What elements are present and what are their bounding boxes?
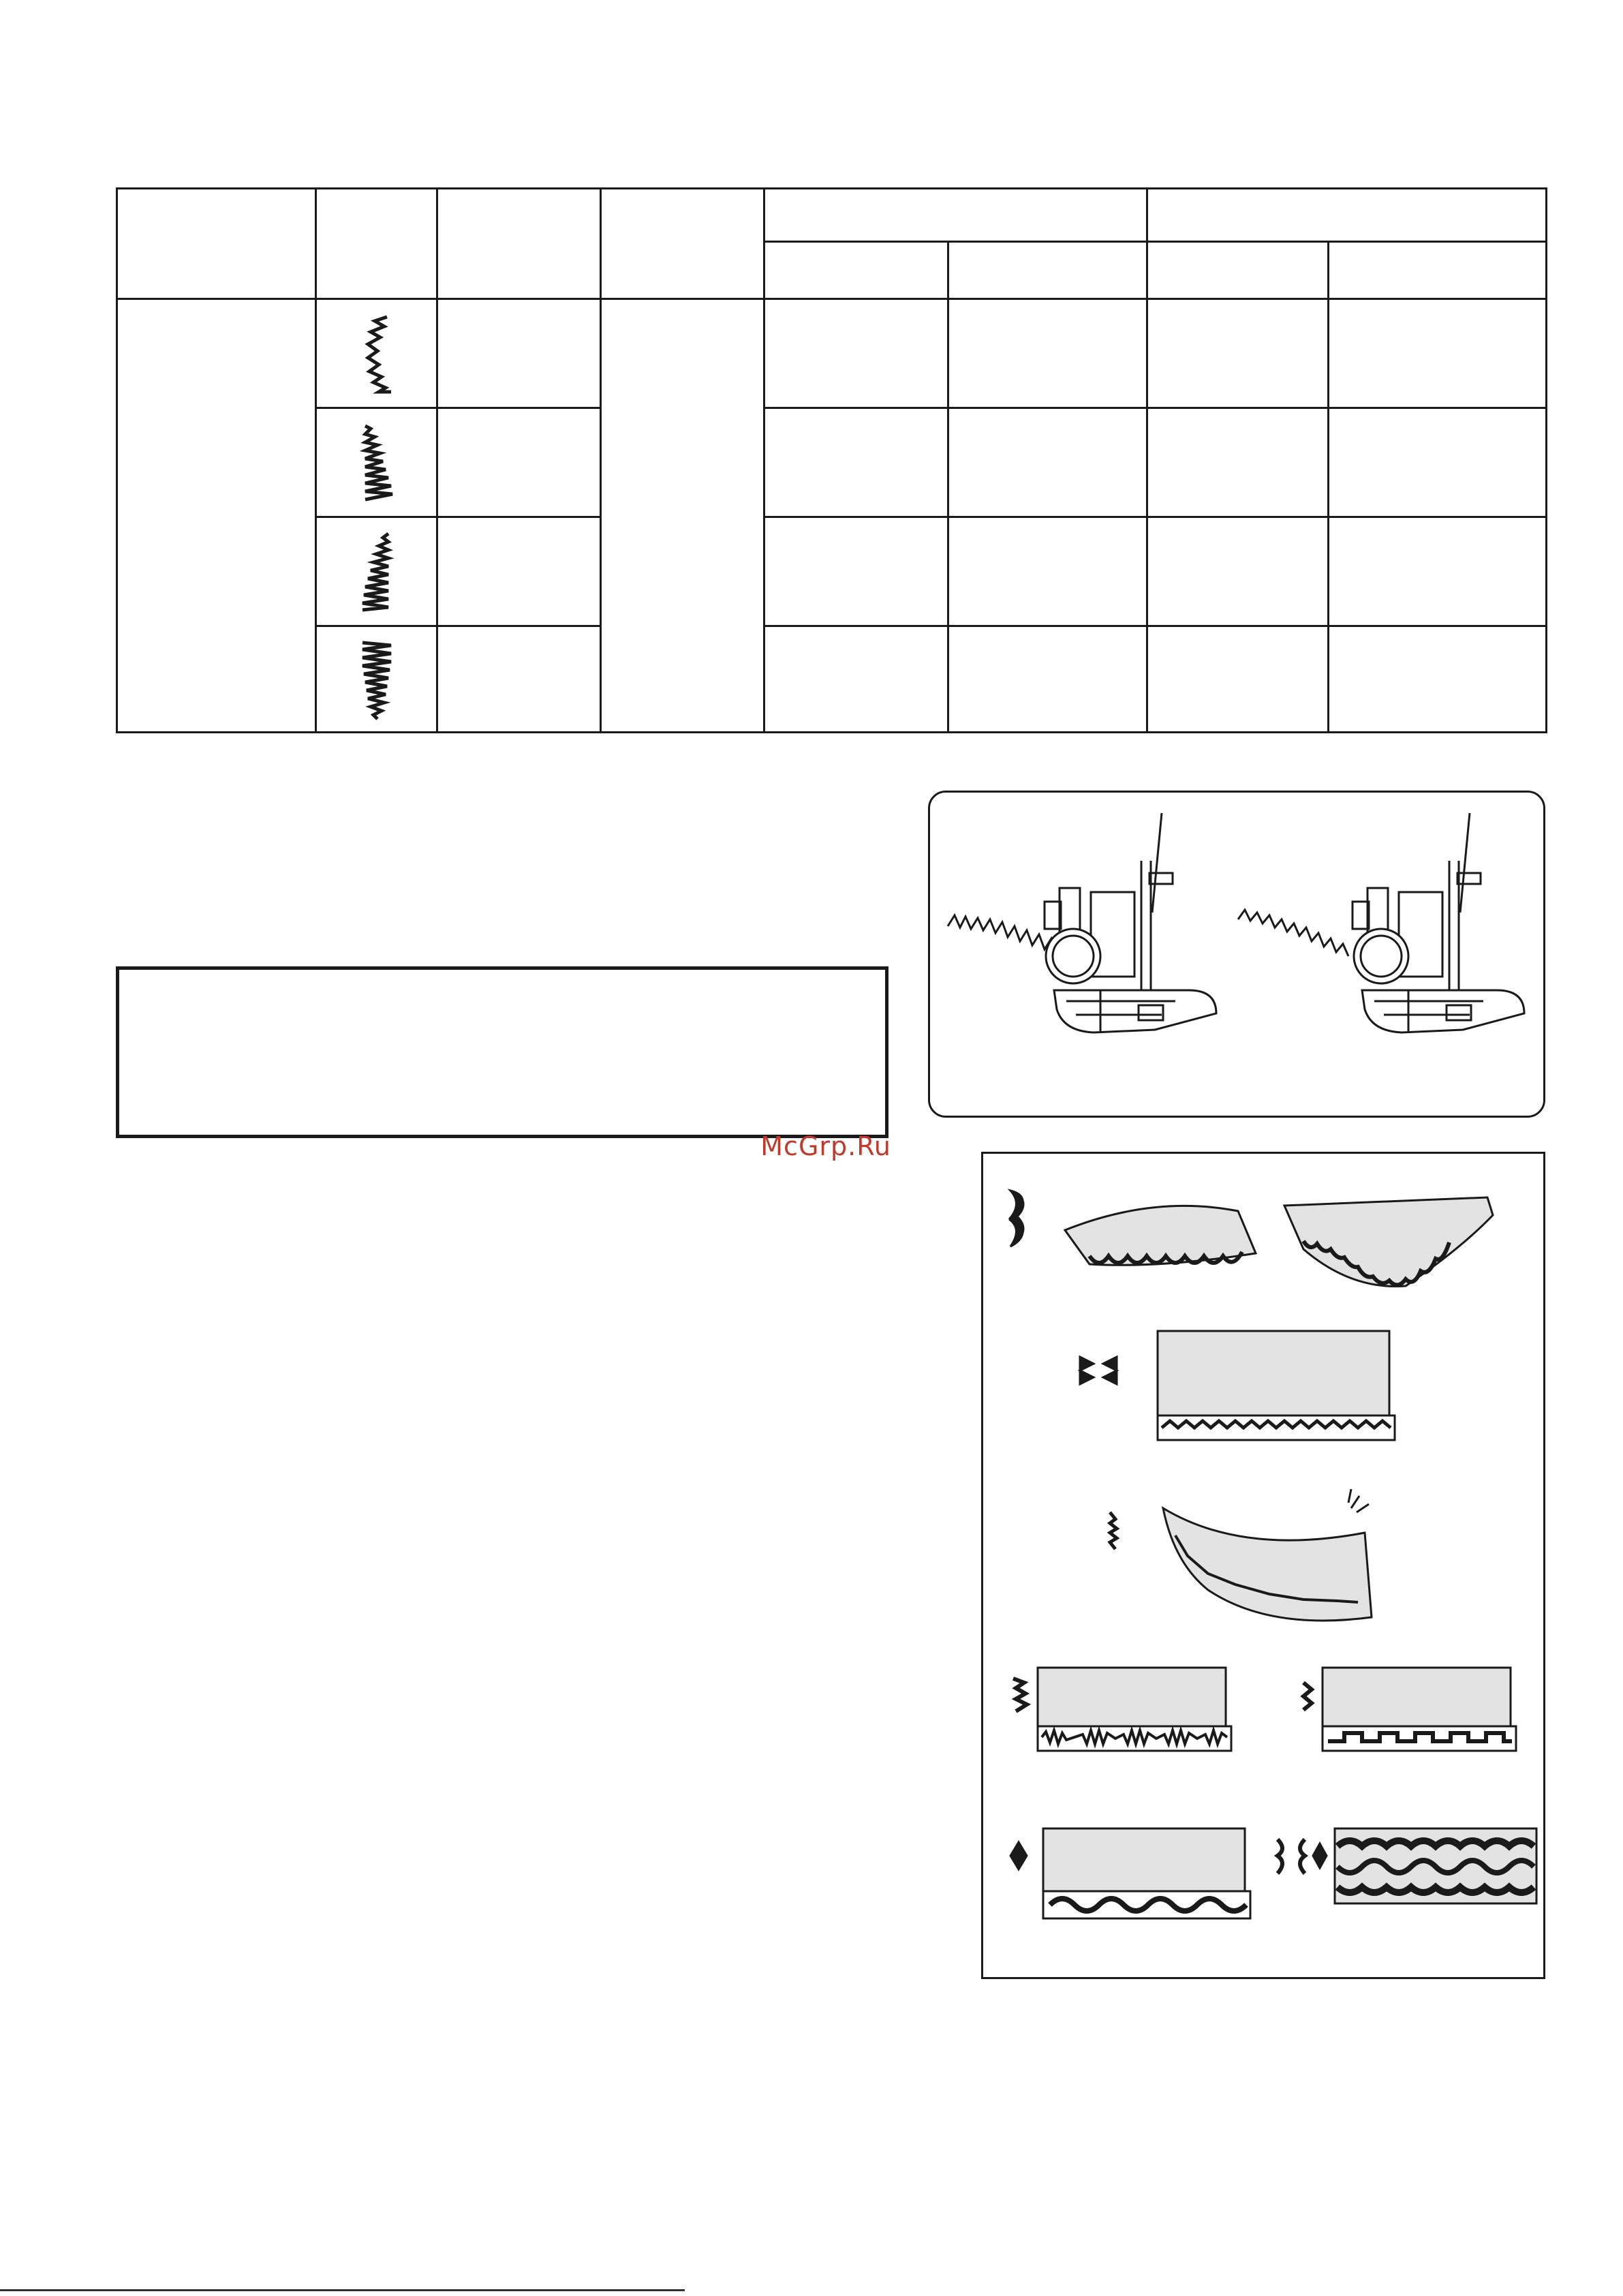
- stitch-cell: [316, 408, 437, 517]
- number-cell: [437, 626, 601, 733]
- header-stitch: [316, 189, 437, 299]
- header-group-b: [1147, 189, 1547, 242]
- value-cell: [948, 299, 1147, 408]
- footer-rule: [0, 2289, 685, 2291]
- header-number: [437, 189, 601, 299]
- value-cell: [1329, 299, 1547, 408]
- foot-cell: [601, 299, 764, 733]
- zigzag-column-stitch-icon: [353, 639, 401, 720]
- presser-foot-left: [948, 813, 1216, 1032]
- value-cell: [764, 517, 948, 626]
- arrow-stitch-icon: [353, 531, 401, 613]
- stitch-cell: [316, 626, 437, 733]
- header-sub-b1: [1147, 242, 1329, 299]
- wave-border-sample: [1013, 1668, 1231, 1751]
- table-row: [117, 626, 1547, 733]
- header-sub-a1: [764, 242, 948, 299]
- presser-foot-illustration: [930, 793, 1547, 1120]
- crescent-stitch-icon: [353, 313, 401, 395]
- value-cell: [1329, 517, 1547, 626]
- stitch-samples-panel: [981, 1152, 1545, 1979]
- stitch-samples-illustration: [983, 1154, 1547, 1981]
- value-cell: [764, 408, 948, 517]
- value-cell: [1329, 626, 1547, 733]
- triangle-stitch-icon: [353, 422, 401, 504]
- value-cell: [1147, 517, 1329, 626]
- presser-foot-right: [1238, 813, 1524, 1032]
- note-box: [116, 966, 888, 1138]
- header-group-a: [764, 189, 1147, 242]
- step-border-sample: [1303, 1668, 1516, 1751]
- table-row: [117, 299, 1547, 408]
- scallop-edge-sample: [1009, 1191, 1493, 1287]
- header-pattern: [117, 189, 316, 299]
- header-sub-b2: [1329, 242, 1547, 299]
- settings-table: [116, 187, 1547, 733]
- table-row: [117, 517, 1547, 626]
- value-cell: [1147, 299, 1329, 408]
- header-sub-a2: [948, 242, 1147, 299]
- value-cell: [764, 626, 948, 733]
- value-cell: [1147, 408, 1329, 517]
- number-cell: [437, 408, 601, 517]
- curved-collar-sample: [1110, 1489, 1372, 1621]
- header-foot: [601, 189, 764, 299]
- pattern-name-cell: [117, 299, 316, 733]
- combined-pattern-sample: [1278, 1828, 1536, 1903]
- triangle-border-sample: [1080, 1331, 1395, 1440]
- presser-foot-panel: [928, 791, 1545, 1118]
- table-row: [117, 408, 1547, 517]
- diamond-border-sample: [1010, 1828, 1250, 1918]
- value-cell: [948, 408, 1147, 517]
- number-cell: [437, 517, 601, 626]
- zigzag-stitch-line: [1238, 910, 1348, 956]
- watermark-text: McGrp.Ru: [760, 1131, 891, 1161]
- number-cell: [437, 299, 601, 408]
- value-cell: [948, 626, 1147, 733]
- stitch-cell: [316, 517, 437, 626]
- value-cell: [1329, 408, 1547, 517]
- value-cell: [1147, 626, 1329, 733]
- value-cell: [764, 299, 948, 408]
- stitch-cell: [316, 299, 437, 408]
- value-cell: [948, 517, 1147, 626]
